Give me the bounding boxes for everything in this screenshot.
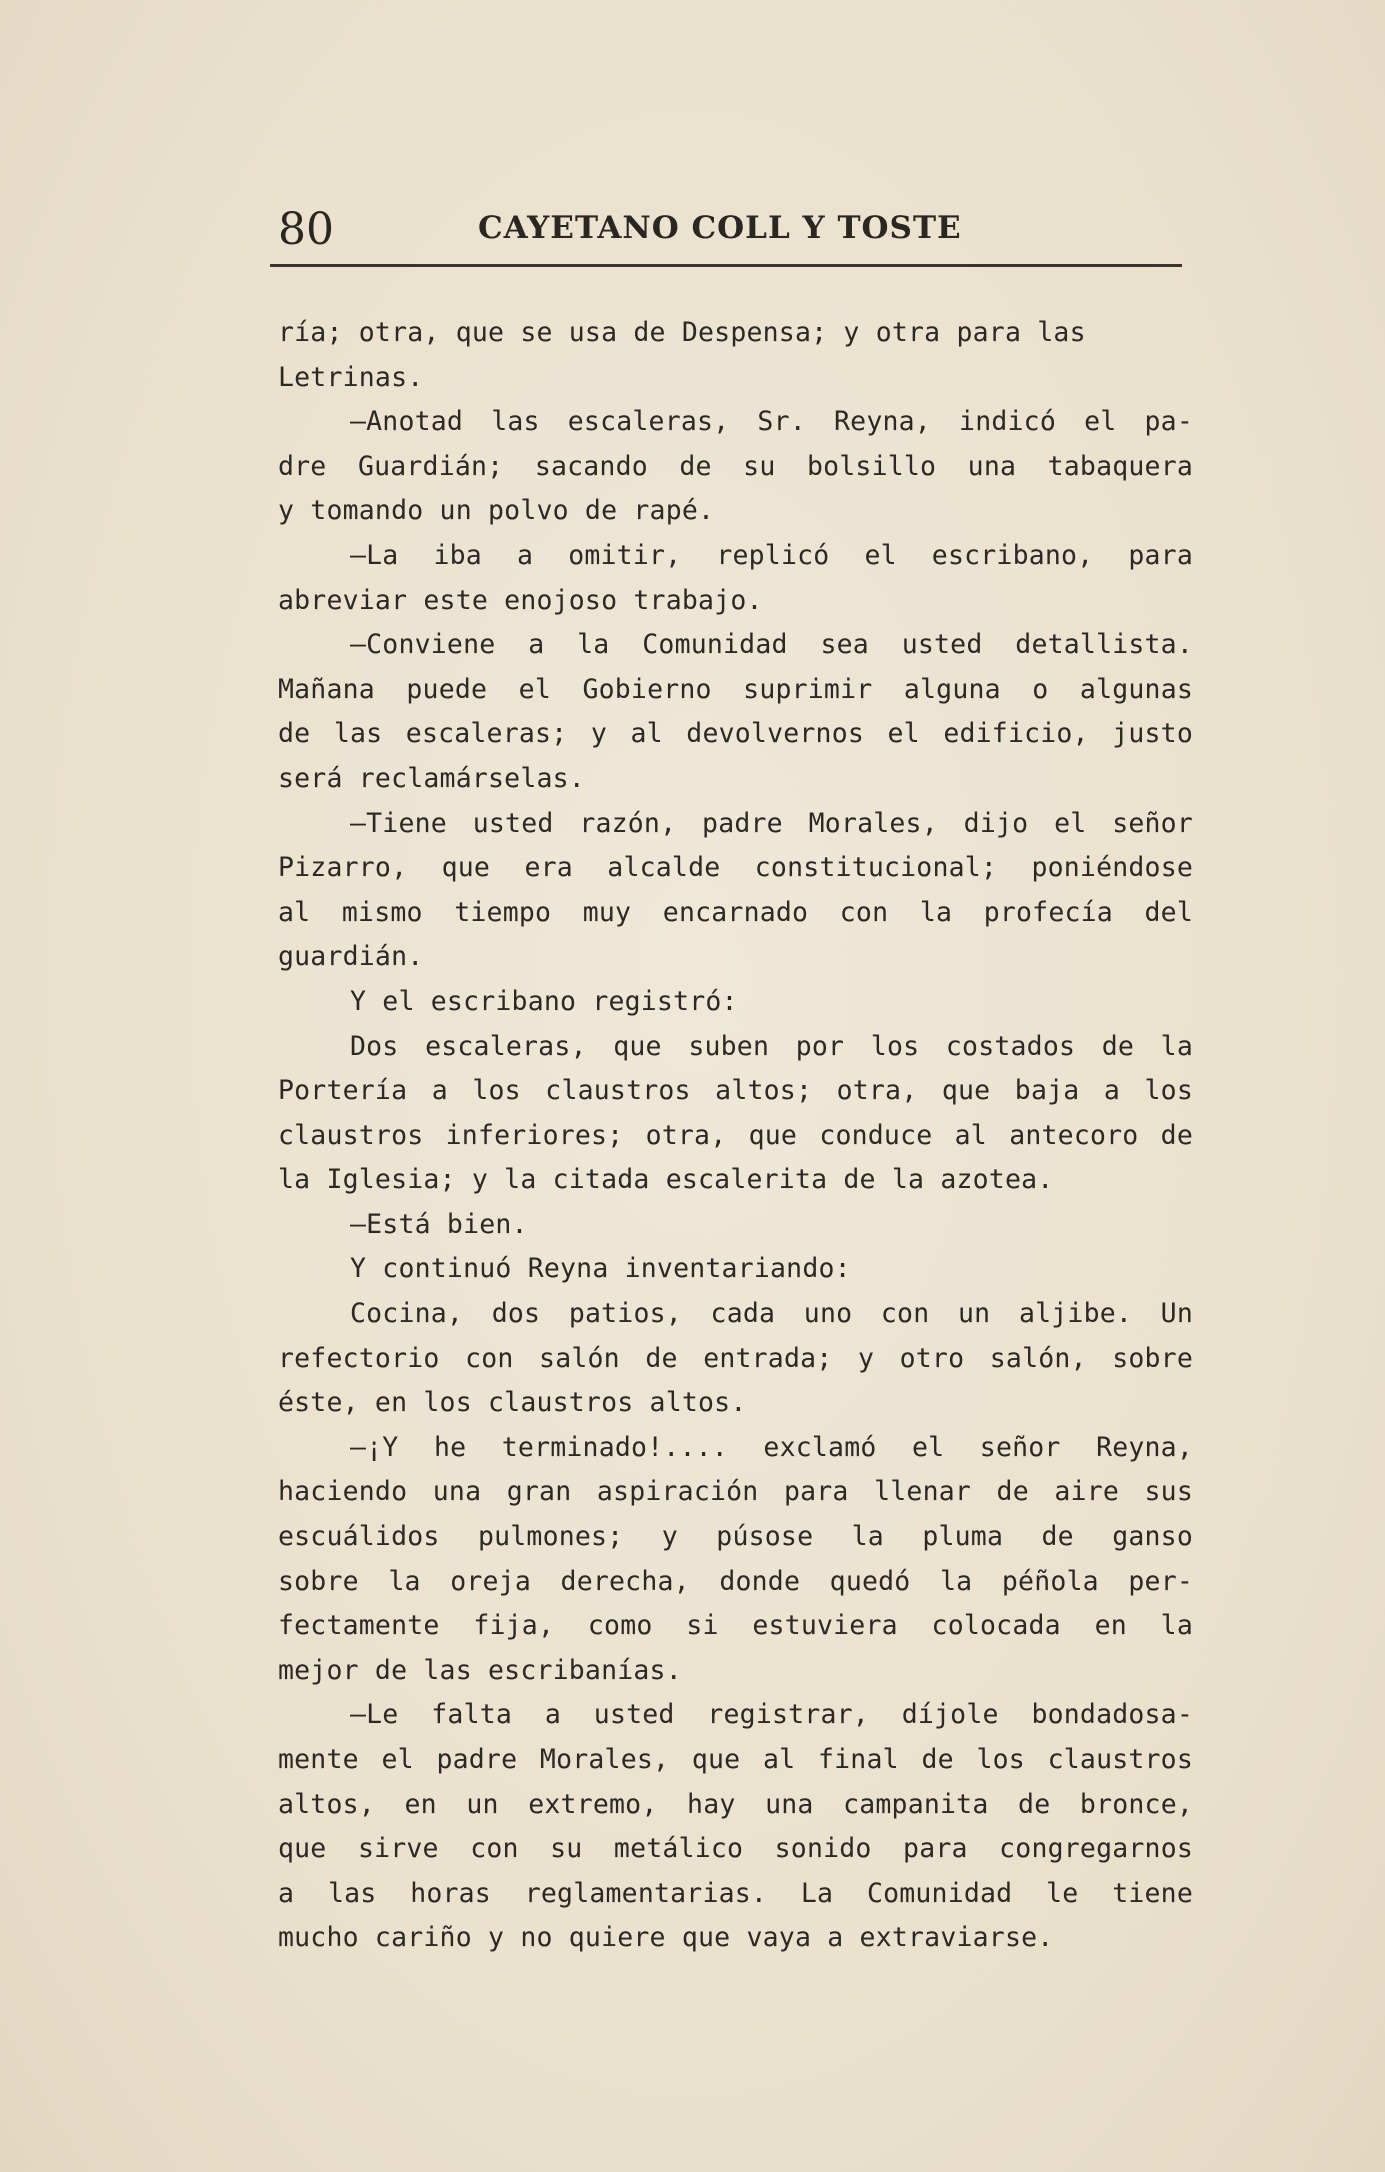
text-line: mente el padre Morales, que al final de los claustros: [278, 1744, 1193, 1775]
page-number: 80: [278, 204, 334, 255]
text-line: a las horas reglamentarias. La Comunidad le tiene: [278, 1877, 1193, 1909]
text-line: mejor de las escribanías.: [278, 1654, 682, 1686]
text-line: Portería a los claustros altos; otra, que baja a los: [278, 1075, 1193, 1107]
text-line: de las escaleras; y al devolvernos el edificio, justo: [278, 718, 1193, 750]
body-text: [278, 311, 1193, 1961]
text-line: Cocina, dos patios, cada uno con un aljibe. Un: [350, 1298, 1193, 1330]
text-line: la Iglesia; y la citada escalerita de la azotea.: [278, 1164, 1054, 1196]
text-line: —La iba a omitir, replicó el escribano, para: [350, 539, 1193, 571]
text-line: —Anotad las escaleras, Sr. Reyna, indicó el pa-: [350, 406, 1193, 438]
text-line: Letrinas.: [278, 361, 424, 393]
text-line: altos, en un extremo, hay una campanita de bronce,: [278, 1788, 1193, 1820]
text-line: que sirve con su metálico sonido para congregarnos: [278, 1833, 1193, 1865]
running-title: CAYETANO COLL Y TOSTE: [478, 210, 962, 246]
text-line: al mismo tiempo muy encarnado con la profecía del: [278, 896, 1193, 928]
text-line: haciendo una gran aspiración para llenar de aire sus: [278, 1476, 1193, 1508]
text-line: éste, en los claustros altos.: [278, 1387, 747, 1419]
text-line: guardián.: [278, 941, 424, 973]
text-line: Pizarro, que era alcalde constitucional; poniéndose: [278, 852, 1193, 884]
text-line: claustros inferiores; otra, que conduce al antecoro de: [278, 1119, 1193, 1151]
text-line: ría; otra, que se usa de Despensa; y otra para las: [278, 317, 1086, 348]
text-line: Y continuó Reyna inventariando:: [350, 1253, 851, 1285]
text-line: y tomando un polvo de rapé.: [278, 495, 715, 527]
text-line: Y el escribano registró:: [350, 985, 738, 1017]
page-header: [278, 200, 1218, 260]
text-line: —Le falta a usted registrar, díjole bondadosa-: [350, 1699, 1193, 1731]
text-line: refectorio con salón de entrada; y otro salón, sobre: [278, 1342, 1193, 1374]
text-line: —¡Y he terminado!.... exclamó el señor Reyna,: [350, 1431, 1193, 1463]
text-line: —Está bien.: [350, 1208, 528, 1240]
text-line: dre Guardián; sacando de su bolsillo una tabaquera: [278, 450, 1193, 482]
text-line: mucho cariño y no quiere que vaya a extraviarse.: [278, 1922, 1054, 1954]
text-line: Dos escaleras, que suben por los costados de la: [350, 1030, 1193, 1062]
text-line: sobre la oreja derecha, donde quedó la péñola per-: [278, 1565, 1193, 1597]
text-line: —Tiene usted razón, padre Morales, dijo el señor: [350, 807, 1193, 839]
text-line: fectamente fija, como si estuviera colocada en la: [278, 1610, 1193, 1642]
text-line: Mañana puede el Gobierno suprimir alguna o algunas: [278, 673, 1193, 705]
header-rule: [270, 264, 1182, 267]
text-line: —Conviene a la Comunidad sea usted detallista.: [350, 629, 1193, 661]
text-line: será reclamárselas.: [278, 762, 585, 794]
text-line: abreviar este enojoso trabajo.: [278, 584, 763, 616]
text-line: escuálidos pulmones; y púsose la pluma de ganso: [278, 1521, 1193, 1553]
